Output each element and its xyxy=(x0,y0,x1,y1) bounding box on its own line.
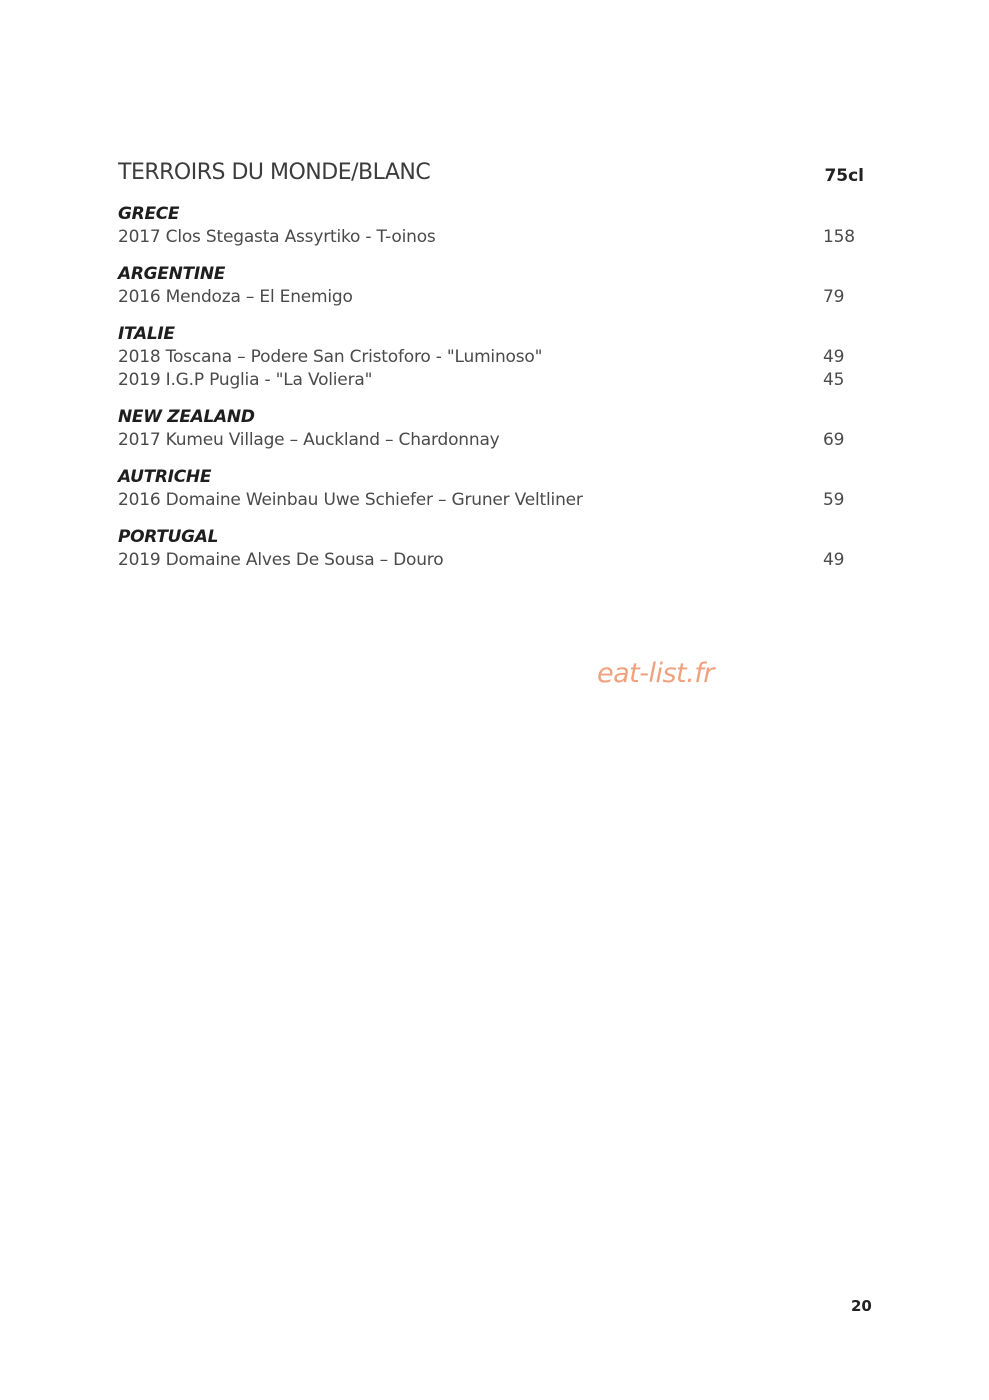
wine-price: 59 xyxy=(823,490,845,510)
wine-item xyxy=(118,549,864,572)
wine-name: 2019 I.G.P Puglia - "La Voliera" xyxy=(118,370,373,390)
section-italie xyxy=(118,323,864,392)
wine-item xyxy=(118,489,864,512)
wine-sections xyxy=(118,203,864,586)
volume-label: 75cl xyxy=(824,166,864,186)
watermark: eat-list.fr xyxy=(597,658,714,689)
country-heading: AUTRICHE xyxy=(118,467,212,487)
country-heading: NEW ZEALAND xyxy=(118,407,255,427)
section-portugal xyxy=(118,526,864,572)
wine-price: 79 xyxy=(823,287,845,307)
wine-price: 69 xyxy=(823,430,845,450)
wine-item xyxy=(118,369,864,392)
wine-name: 2016 Mendoza – El Enemigo xyxy=(118,287,353,307)
page-title: TERROIRS DU MONDE/BLANC xyxy=(118,160,431,185)
wine-item xyxy=(118,286,864,309)
wine-name: 2016 Domaine Weinbau Uwe Schiefer – Gruner Veltliner xyxy=(118,490,583,510)
wine-price: 49 xyxy=(823,347,845,367)
section-argentine xyxy=(118,263,864,309)
section-new-zealand xyxy=(118,406,864,452)
page-header xyxy=(118,160,864,190)
wine-item xyxy=(118,226,864,249)
country-heading: ITALIE xyxy=(118,324,175,344)
wine-item xyxy=(118,429,864,452)
wine-price: 45 xyxy=(823,370,845,390)
wine-name: 2019 Domaine Alves De Sousa – Douro xyxy=(118,550,444,570)
section-grece xyxy=(118,203,864,249)
country-heading: PORTUGAL xyxy=(118,527,219,547)
section-autriche xyxy=(118,466,864,512)
wine-item xyxy=(118,346,864,369)
wine-name: 2017 Kumeu Village – Auckland – Chardonnay xyxy=(118,430,500,450)
country-heading: GRECE xyxy=(118,204,180,224)
wine-name: 2017 Clos Stegasta Assyrtiko - T-oinos xyxy=(118,227,436,247)
country-heading: ARGENTINE xyxy=(118,264,226,284)
page-number: 20 xyxy=(851,1297,872,1315)
wine-price: 158 xyxy=(823,227,855,247)
wine-name: 2018 Toscana – Podere San Cristoforo - "Luminoso" xyxy=(118,347,543,367)
wine-price: 49 xyxy=(823,550,845,570)
